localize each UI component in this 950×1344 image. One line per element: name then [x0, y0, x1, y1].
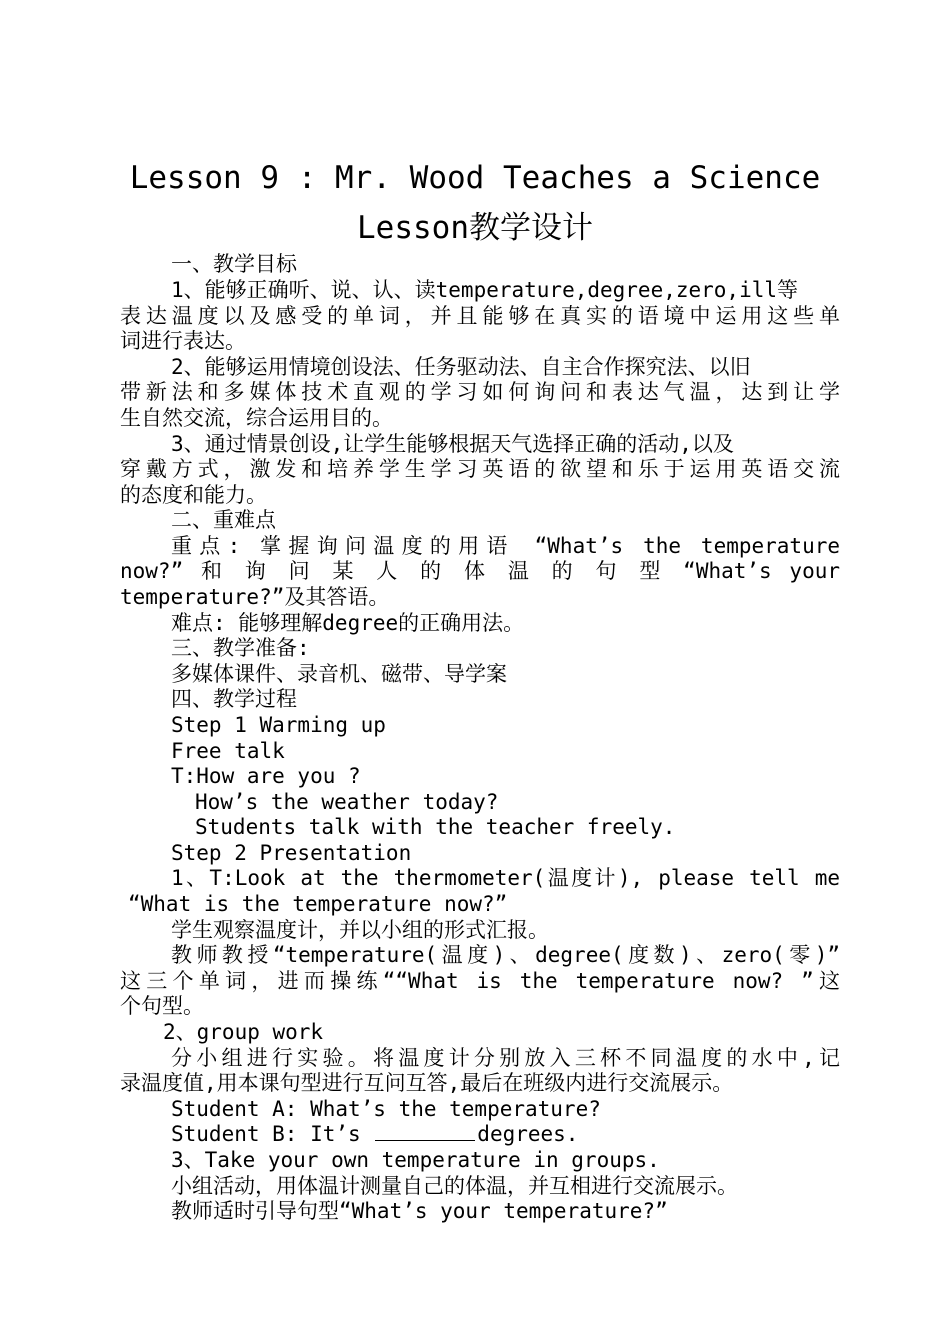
dialogue-text: Student B: It’s: [171, 1122, 374, 1146]
paragraph-line: 教师教授“temperature(温度)、degree(度数)、zero(零)”: [171, 943, 840, 967]
paragraph-line: 学生观察温度计，并以小组的形式汇报。: [171, 918, 549, 942]
paragraph-line: 教师适时引导句型“What’s your temperature?”: [171, 1199, 668, 1223]
document-title-line1: Lesson 9 : Mr. Wood Teaches a Science: [129, 160, 821, 196]
paragraph-line: 3、通过情景创设,让学生能够根据天气选择正确的活动,以及: [171, 432, 734, 456]
paragraph-line: Students talk with the teacher freely.: [195, 815, 676, 839]
paragraph-line: 分小组进行实验。将温度计分别放入三杯不同温度的水中,记: [171, 1046, 841, 1070]
paragraph-line: 1、T:Look at the thermometer(温度计), please tell me: [171, 866, 840, 890]
section-heading-key-points: 二、重难点: [171, 508, 276, 532]
paragraph-line: 2、能够运用情境创设法、任务驱动法、自主合作探究法、以旧: [171, 355, 751, 379]
section-heading-preparation: 三、教学准备:: [171, 636, 310, 660]
paragraph-line: temperature?”及其答语。: [120, 585, 390, 609]
paragraph-line: 生自然交流，综合运用目的。: [120, 406, 393, 430]
step-heading: Step 1 Warming up: [171, 713, 386, 737]
dialogue-text: degrees.: [477, 1122, 579, 1146]
paragraph-line: 带新法和多媒体技术直观的学习如何询问和表达气温，达到让学: [120, 380, 840, 404]
section-heading-process: 四、教学过程: [171, 687, 297, 711]
paragraph-line: 难点: 能够理解degree的正确用法。: [171, 611, 525, 635]
paragraph-line: 重点: 掌握询问温度的用语 “What’s the temperature: [171, 534, 840, 558]
document-title-line2: Lesson教学设计: [357, 210, 593, 246]
paragraph-line: 穿戴方式，激发和培养学生学习英语的欲望和乐于运用英语交流: [120, 457, 840, 481]
paragraph-line: T:How are you ?: [171, 764, 361, 788]
dialogue-line: Student A: What’s the temperature?: [171, 1097, 601, 1121]
paragraph-line: Free talk: [171, 739, 285, 763]
paragraph-line: 多媒体课件、录音机、磁带、导学案: [171, 662, 507, 686]
dialogue-line: [171, 1122, 578, 1148]
paragraph-line: 3、Take your own temperature in groups.: [171, 1148, 660, 1172]
paragraph-line: 2、group work: [163, 1020, 324, 1044]
paragraph-line: 1、能够正确听、说、认、读temperature,degree,zero,ill等: [171, 278, 799, 302]
section-heading-objectives: 一、教学目标: [171, 252, 297, 276]
paragraph-line: 个句型。: [120, 994, 204, 1018]
paragraph-line: 的态度和能力。: [120, 483, 267, 507]
answer-blank: [375, 1128, 475, 1141]
paragraph-line: How’s the weather today?: [195, 790, 499, 814]
paragraph-line: 表达温度以及感受的单词，并且能够在真实的语境中运用这些单: [120, 304, 840, 328]
paragraph-line: now?” 和 询 问 某 人 的 体 温 的 句 型 “What’s your: [120, 559, 840, 583]
paragraph-line: 这三个单词，进而操练““What is the temperature now? ”这: [120, 969, 840, 993]
step-heading: Step 2 Presentation: [171, 841, 412, 865]
paragraph-line: 词进行表达。: [120, 329, 246, 353]
paragraph-line: “What is the temperature now?”: [128, 892, 508, 916]
paragraph-line: 小组活动，用体温计测量自己的体温，并互相进行交流展示。: [171, 1174, 738, 1198]
paragraph-line: 录温度值,用本课句型进行互问互答,最后在班级内进行交流展示。: [120, 1071, 734, 1095]
